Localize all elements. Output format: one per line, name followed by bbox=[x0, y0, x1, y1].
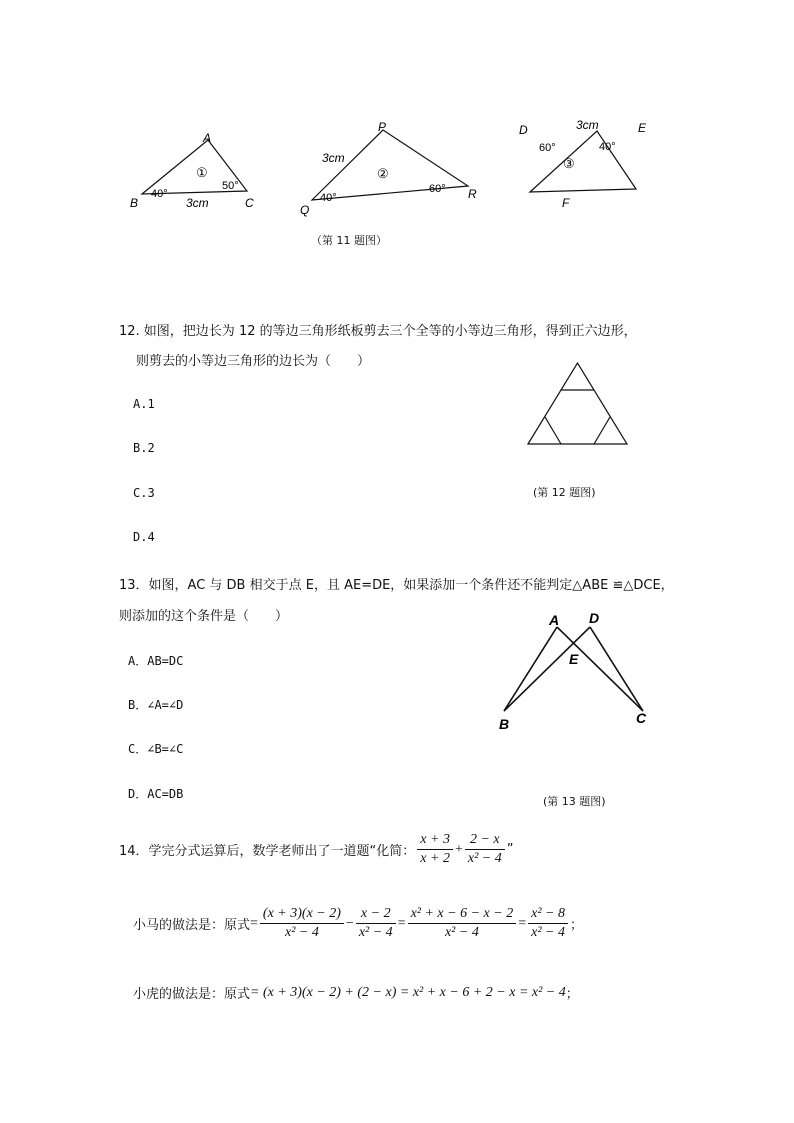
label-b: B bbox=[130, 196, 139, 210]
xiaohu-expression: = (x + 3)(x − 2) + (2 − x) = x² + x − 6 + 2 − x = x² − 4 bbox=[250, 984, 566, 1000]
q14-frac-2: $\frac{2 - x}{\text{x² − 4}}$ bbox=[465, 832, 505, 867]
angle-c: 50° bbox=[222, 180, 239, 192]
q12-option-a[interactable]: A.1 bbox=[133, 397, 155, 411]
q13-line2: 则添加的这个条件是（ ） bbox=[119, 609, 289, 624]
q13-line1: 13．如图，AC 与 DB 相交于点 E，且 AE=DE，如果添加一个条件还不能判定△ABE ≌△DCE， bbox=[119, 578, 674, 593]
label-e: E bbox=[569, 651, 579, 667]
label-r: R bbox=[468, 187, 477, 201]
label-f: F bbox=[562, 196, 570, 210]
q14-xiaoma-solution: 小马的做法是：原式 = $\frac{(x + 3)(x - 2)}{\text{x² − 4}}$ − $\frac{x - 2}{\text{x² − 4}}$ = $\frac{\text{x² + x − 6 − x − 2}}{\text{x² − 4}}$ = $\frac{\text{x² − 8}}{\text{x² − 4}}$ ； bbox=[133, 906, 583, 940]
label-p: P bbox=[378, 120, 387, 134]
label-a: A bbox=[203, 131, 212, 145]
triangle-pqr bbox=[300, 120, 477, 217]
q12-caption: (第 12 题图) bbox=[533, 486, 596, 499]
triangle-def bbox=[519, 118, 647, 210]
q12-option-b[interactable]: B.2 bbox=[133, 441, 155, 455]
label-b: B bbox=[499, 716, 510, 732]
angle-e: 40° bbox=[599, 141, 616, 153]
xiaoma-frac-1: $\frac{(x + 3)(x - 2)}{\text{x² − 4}}$ bbox=[260, 906, 344, 941]
q14-xiaohu-solution: 小虎的做法是：原式 = (x + 3)(x − 2) + (2 − x) = x² + x − 6 + 2 − x = x² − 4 ； bbox=[133, 984, 579, 1002]
angle-d: 60° bbox=[539, 142, 556, 154]
angle-b: 40° bbox=[151, 188, 168, 200]
side-de: 3cm bbox=[576, 118, 599, 132]
xiaoma-label: 小马的做法是：原式 bbox=[133, 918, 251, 933]
label-a: A bbox=[549, 612, 560, 628]
label-c: C bbox=[245, 196, 254, 210]
xiaoma-frac-3: $\frac{\text{x² + x − 6 − x − 2}}{\text{x² − 4}}$ bbox=[408, 906, 517, 941]
q14-question: 14．学完分式运算后，数学老师出了一道题“化简： $\frac{x + 3}{x + 2}$ + $\frac{2 - x}{\text{x² − 4}}$ ” bbox=[119, 832, 514, 866]
marker-2: ② bbox=[377, 166, 389, 181]
q13-option-c[interactable]: C．∠B=∠C bbox=[128, 742, 184, 756]
marker-1: ① bbox=[196, 165, 208, 180]
q13-figure bbox=[490, 605, 660, 735]
q13-option-b[interactable]: B．∠A=∠D bbox=[128, 698, 184, 712]
angle-q: 40° bbox=[320, 192, 337, 204]
q14-intro: 14．学完分式运算后，数学老师出了一道题“化简： bbox=[119, 844, 416, 859]
q12-line2: 则剪去的小等边三角形的边长为（ ） bbox=[136, 354, 371, 369]
side-bc: 3cm bbox=[186, 196, 209, 210]
q13-option-d[interactable]: D．AC=DB bbox=[128, 787, 184, 801]
angle-r: 60° bbox=[429, 183, 446, 195]
q12-line1: 12. 如图，把边长为 12 的等边三角形纸板剪去三个全等的小等边三角形，得到正六边形， bbox=[119, 324, 637, 339]
label-q: Q bbox=[300, 203, 310, 217]
q11-caption: （第 11 题图） bbox=[311, 234, 387, 247]
q13-caption: (第 13 题图) bbox=[543, 795, 606, 808]
q12-option-d[interactable]: D.4 bbox=[133, 530, 155, 544]
label-d: D bbox=[589, 610, 600, 626]
xiaoma-frac-4: $\frac{\text{x² − 8}}{\text{x² − 4}}$ bbox=[528, 906, 568, 941]
xiaohu-label: 小虎的做法是：原式 bbox=[133, 987, 251, 1002]
label-d: D bbox=[519, 123, 528, 137]
q12-figure bbox=[520, 356, 635, 451]
q11-figures bbox=[0, 0, 794, 260]
triangle-abc bbox=[130, 131, 254, 210]
q13-option-a[interactable]: A．AB=DC bbox=[128, 654, 184, 668]
side-pq: 3cm bbox=[322, 151, 345, 165]
xiaoma-frac-2: $\frac{x - 2}{\text{x² − 4}}$ bbox=[356, 906, 396, 941]
marker-3: ③ bbox=[563, 156, 575, 171]
label-c: C bbox=[636, 710, 647, 726]
q12-option-c[interactable]: C.3 bbox=[133, 486, 155, 500]
q14-frac-1: $\frac{x + 3}{x + 2}$ bbox=[417, 832, 453, 867]
label-e: E bbox=[638, 121, 647, 135]
